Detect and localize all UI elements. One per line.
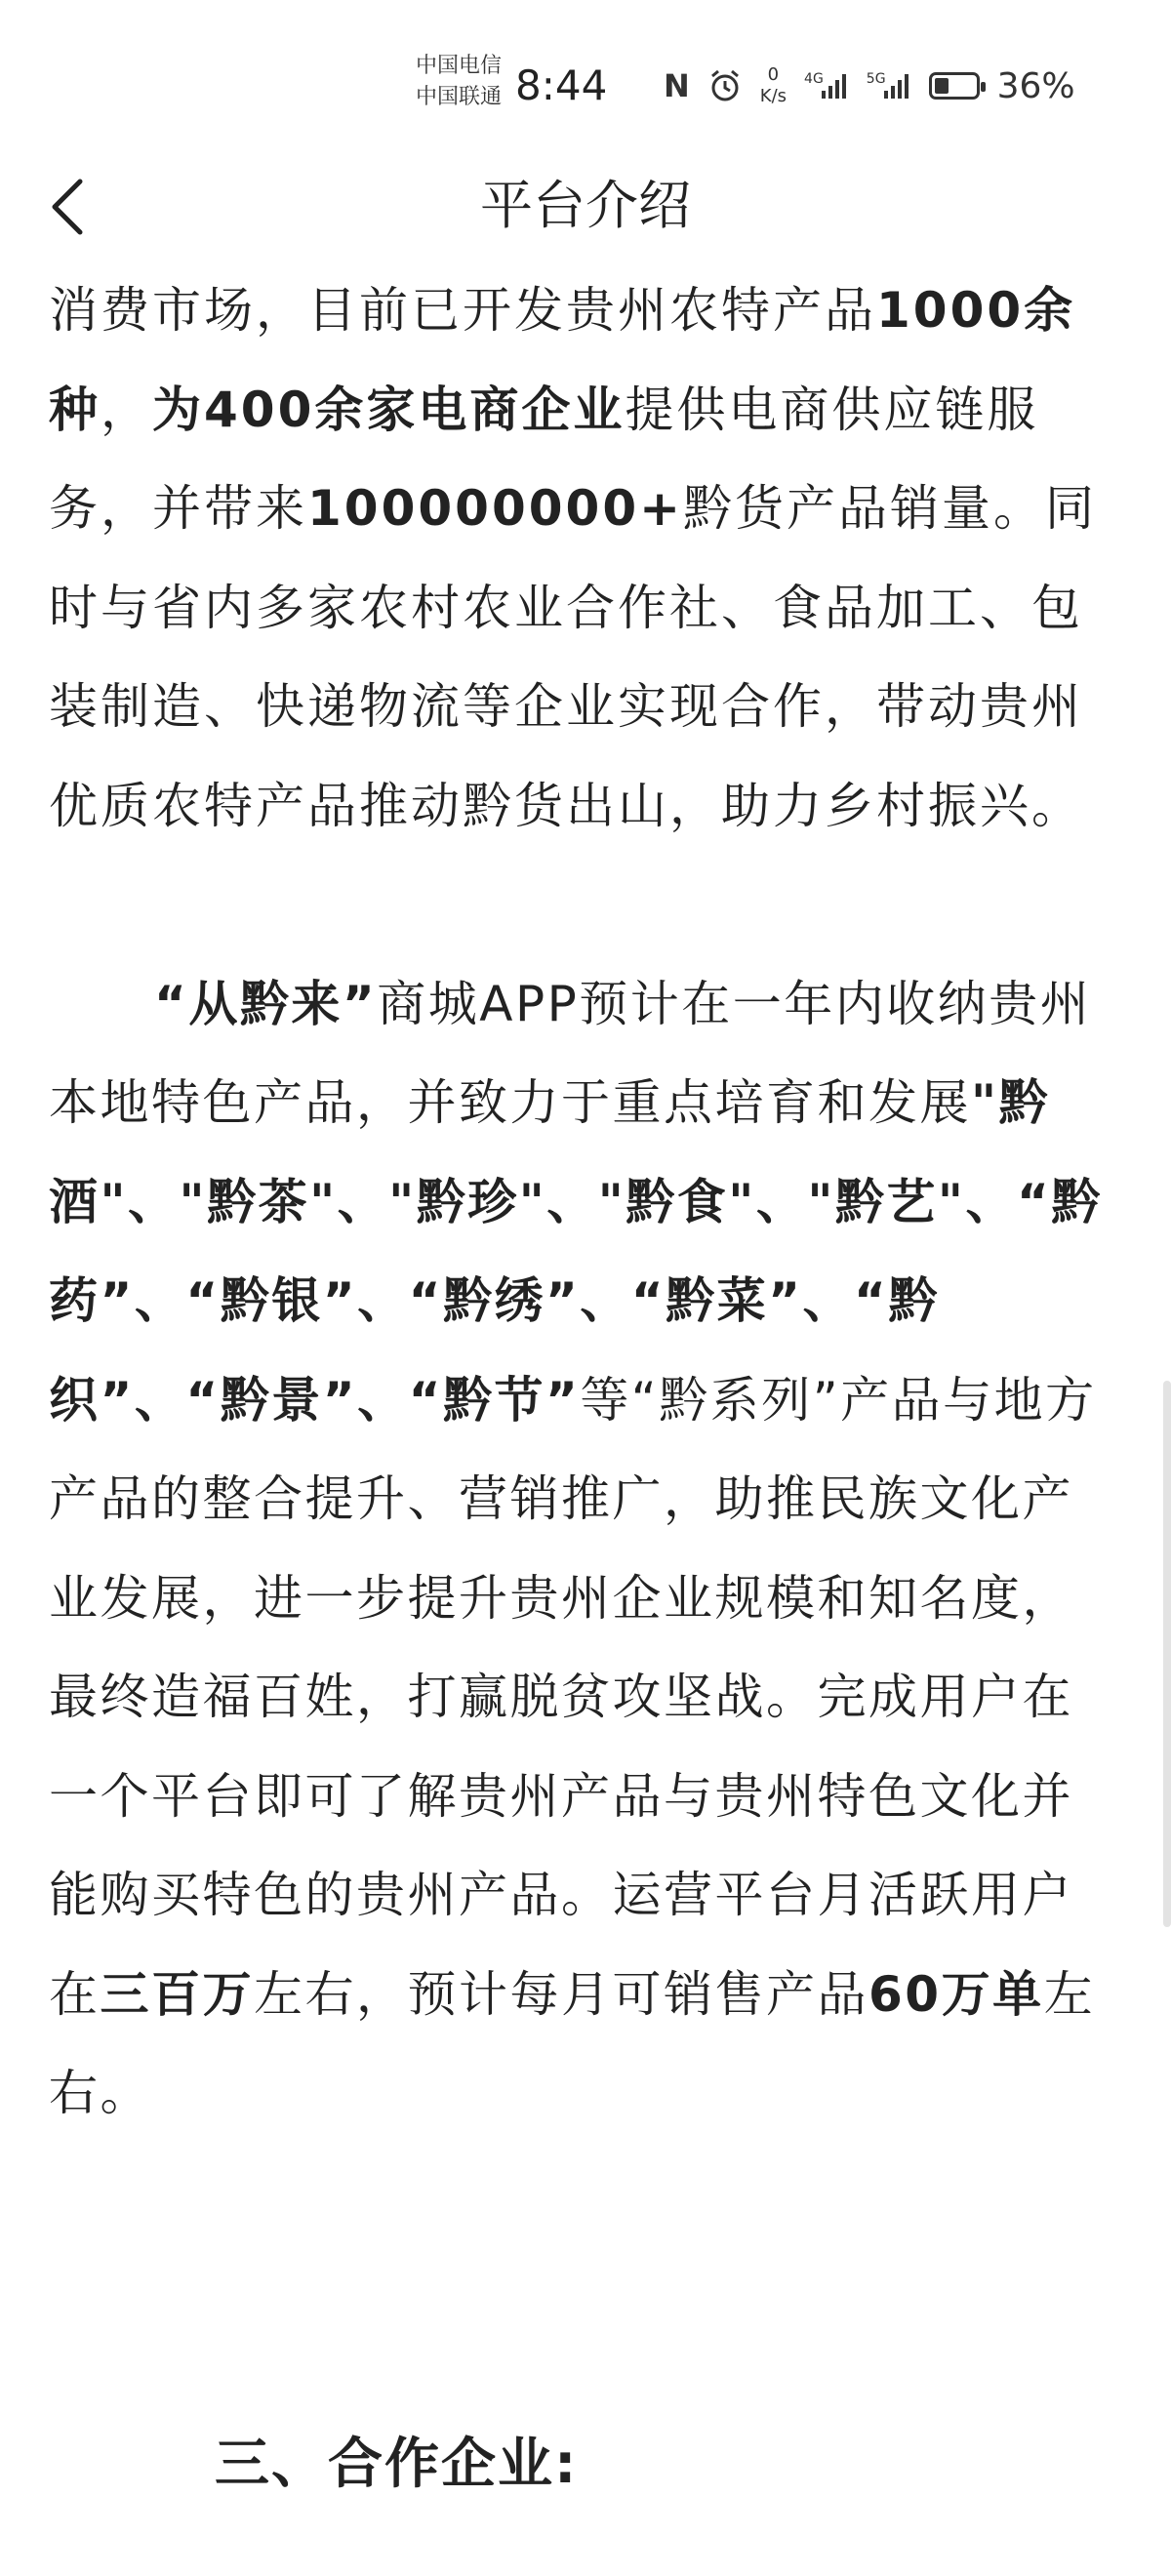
emphasis-text: 60万单 [868,1965,1044,2023]
carrier-1: 中国电信 [416,54,503,78]
paragraph-plan [49,955,1103,2144]
battery-icon [929,72,980,100]
emphasis-text: 100000000+ [307,480,684,537]
paragraph-spacer [49,856,1103,955]
signal-4g-icon [804,71,849,101]
signal-5g-icon [867,71,911,101]
body-text: 提供电商供应链服务，并带来 [49,381,1039,537]
page-title: 平台介绍 [480,175,691,236]
emphasis-text: 三百万 [100,1965,254,2023]
clock: 8:44 [515,61,608,109]
net-label-2: 5G [866,71,886,87]
battery-fill [935,78,949,94]
article-content [49,262,1103,2144]
section-heading: 三、合作企业: [215,2433,579,2496]
body-text: 左右。 [49,1965,1096,2121]
emphasis-text: 为400余家电商企业 [152,381,626,438]
navigation-bar [0,156,1171,254]
body-text: 等“黔系列”产品与地方产品的整合提升、营销推广，助推民族文化产业发展，进一步提升贵州企业规模和知名度，最终造福百姓，打赢脱贫攻坚战。完成用户在一个平台即可了解贵州产品与贵州特色文化并能购买特色的贵州产品。运营平台月活跃用户在 [49,1371,1097,2023]
emphasis-text: 1000余种 [49,282,1076,438]
nfc-icon: N [664,67,690,104]
net-label-1: 4G [804,71,824,87]
carrier-2: 中国联通 [416,85,503,109]
scrollbar[interactable] [1163,1381,1171,1927]
emphasis-text: “从黔来” [154,975,378,1032]
body-text: 商城APP预计在一年内收纳贵州本地特色产品，并致力于重点培育和发展 [49,975,1092,1131]
body-text: 左右，预计每月可销售产品 [254,1965,868,2023]
alarm-icon [707,68,743,103]
speed-unit: K/s [759,86,787,106]
network-speed [760,64,787,107]
body-text: ， [101,381,152,438]
emphasis-text: "黔酒"、"黔茶"、"黔珍"、"黔食"、"黔艺"、“黔药”、“黔银”、“黔绣”、“黔菜”、“黔织”、“黔景”、“黔节” [49,1074,1103,1429]
carrier-labels [416,51,502,113]
battery-percent: 36% [996,65,1075,106]
status-icons [664,59,1075,113]
body-text: 黔货产品销量。同时与省内多家农村农业合作社、食品加工、包装制造、快递物流等企业实现合作，带动贵州优质农特产品推动黔货出山，助力乡村振兴。 [49,480,1098,834]
body-text: 消费市场，目前已开发贵州农特产品 [49,282,876,339]
speed-value: 0 [767,64,780,85]
status-bar [0,0,1171,176]
paragraph-intro [49,262,1103,856]
